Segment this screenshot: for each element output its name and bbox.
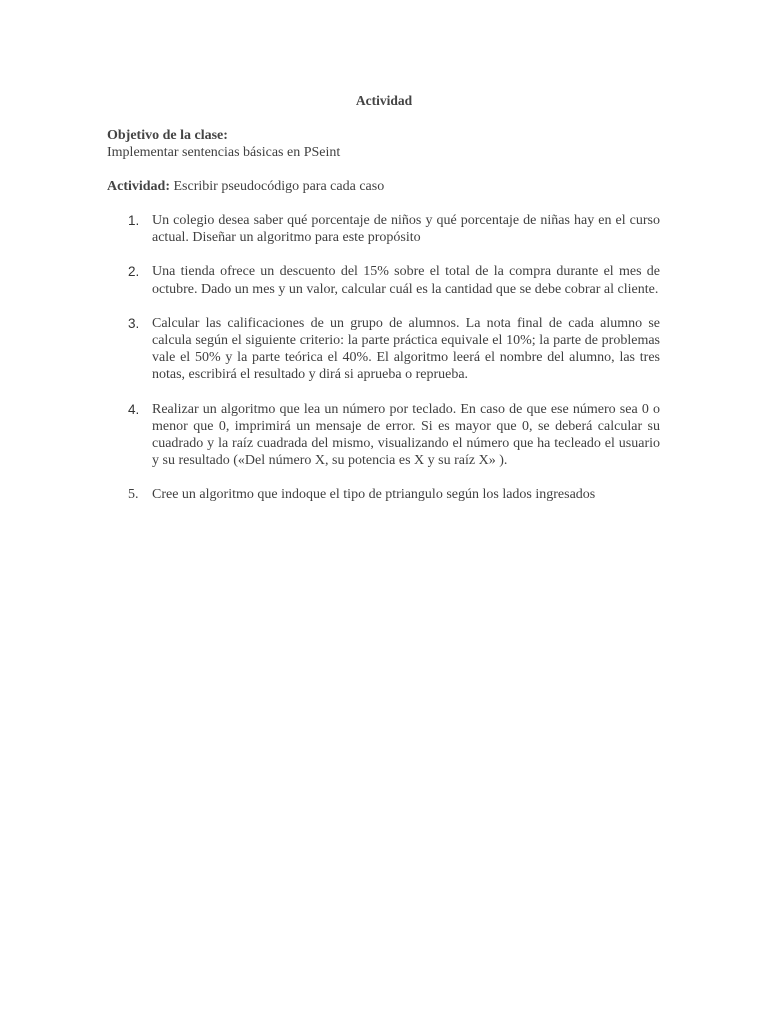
list-item-number: 5. <box>128 487 139 503</box>
list-item <box>128 486 660 503</box>
list-item-text: Un colegio desea saber qué porcentaje de niños y qué porcentaje de niñas hay en el curso actual. Diseñar un algoritmo para este propósito <box>152 213 660 246</box>
list-item-text: Cree un algoritmo que indoque el tipo de ptriangulo según los lados ingresados <box>152 487 596 503</box>
objective-label: Objetivo de la clase: <box>107 128 228 143</box>
list-item-text: Realizar un algoritmo que lea un número por teclado. En caso de que ese número sea 0 o menor que 0, imprimirá un mensaje de error. Si es mayor que 0, se deberá calcular su cuadrado y la raíz cuadrada del mismo, visualizando el número que ha tecleado el usuario y su resultado («Del número X, su potencia es X y su raíz X» ). <box>152 401 660 469</box>
activity-label: Actividad: <box>107 179 170 194</box>
list-item <box>128 263 660 297</box>
list-item-number: 4. <box>128 401 140 417</box>
list-item-text: Una tienda ofrece un descuento del 15% sobre el total de la compra durante el mes de octubre. Dado un mes y un valor, calcular cuál es la cantidad que se debe cobrar al cliente. <box>152 264 660 297</box>
list-item <box>128 315 660 384</box>
list-item-text: Calcular las calificaciones de un grupo de alumnos. La nota final de cada alumno se calcula según el siguiente criterio: la parte práctica equivale el 10%; la parte de problemas vale el 50% y la parte teórica el 40%. El algoritmo leerá el nombre del alumno, las tres notas, escribirá el resultado y dirá si aprueba o reprueba. <box>152 315 660 383</box>
activity-section <box>107 178 384 195</box>
list-item-number: 3. <box>128 315 140 331</box>
activity-list <box>128 212 660 521</box>
objective-section <box>107 127 340 161</box>
list-item-number: 2. <box>128 264 140 280</box>
list-item-number: 1. <box>128 213 140 228</box>
activity-text: Escribir pseudocódigo para cada caso <box>173 179 385 194</box>
list-item <box>128 212 660 246</box>
list-item <box>128 401 660 470</box>
document-title: Actividad <box>355 93 413 108</box>
objective-text: Implementar sentencias básicas en PSeint <box>107 145 341 160</box>
